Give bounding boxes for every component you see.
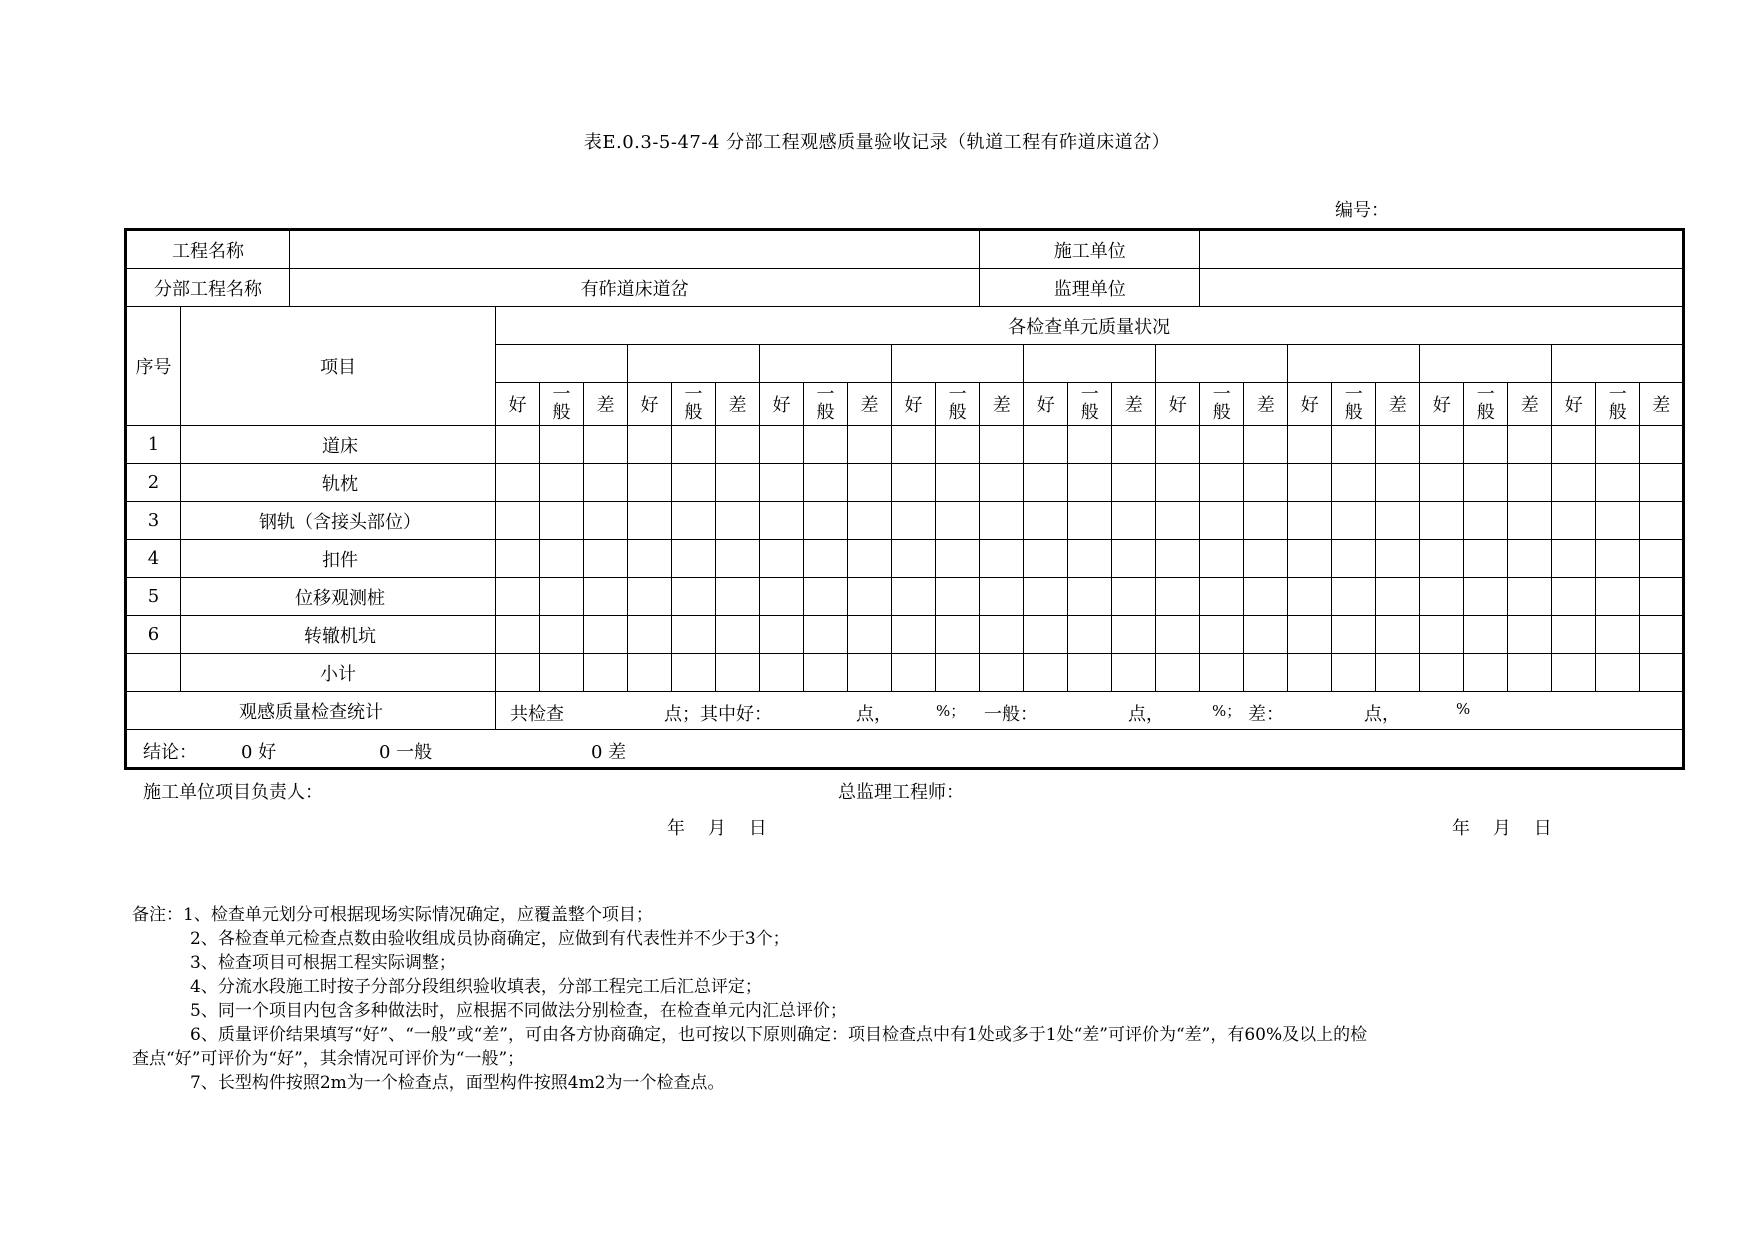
subtotal-cell[interactable] [1464, 654, 1508, 692]
grade-cell[interactable] [848, 426, 892, 464]
grade-cell[interactable] [760, 616, 804, 654]
note-line: 4、分流水段施工时按子分部分段组织验收填表，分部工程完工后汇总评定； [190, 977, 762, 997]
contractor-signer-label: 施工单位项目负责人： [143, 782, 323, 803]
grade-cell[interactable] [1244, 578, 1288, 616]
grade-cell[interactable] [628, 426, 672, 464]
subtotal-label: 小计 [181, 654, 496, 692]
subtotal-cell[interactable] [1508, 654, 1552, 692]
grade-cell[interactable] [540, 426, 584, 464]
subtotal-cell[interactable] [1112, 654, 1156, 692]
grade-cell[interactable] [1596, 502, 1640, 540]
grade-cell[interactable] [1376, 616, 1420, 654]
supervisor-field[interactable] [1200, 269, 1684, 307]
chief-supervisor-label: 总监理工程师： [838, 782, 964, 803]
grade-cell[interactable] [496, 578, 540, 616]
grade-cell[interactable] [1596, 616, 1640, 654]
grade-fair-header: 一 般 [1068, 383, 1112, 426]
stats-fair: 一般： [984, 704, 1038, 725]
grade-cell[interactable] [1596, 578, 1640, 616]
unit-name-cell[interactable] [1552, 345, 1684, 383]
row-item: 扣件 [181, 540, 496, 578]
unit-name-cell[interactable] [1156, 345, 1288, 383]
grade-good-header: 好 [1156, 383, 1200, 426]
stats-pt1: 点， [856, 704, 892, 725]
table-row [126, 502, 1684, 540]
grade-cell[interactable] [584, 616, 628, 654]
notes-section [132, 903, 1622, 1095]
subtotal-cell[interactable] [496, 654, 540, 692]
grade-cell[interactable] [1244, 502, 1288, 540]
grade-cell[interactable] [540, 616, 584, 654]
grade-poor-header: 差 [1508, 383, 1552, 426]
grade-cell[interactable] [1420, 578, 1464, 616]
grade-fair-header: 一 般 [804, 383, 848, 426]
grade-cell[interactable] [1552, 616, 1596, 654]
grade-cell[interactable] [936, 426, 980, 464]
grade-cell[interactable] [892, 616, 936, 654]
grade-cell[interactable] [1552, 578, 1596, 616]
note-line: 7、长型构件按照2m为一个检查点，面型构件按照4m2为一个检查点。 [190, 1073, 725, 1093]
form-title: 表E.0.3-5-47-4 分部工程观感质量验收记录（轨道工程有砟道床道岔） [583, 132, 1171, 153]
grade-cell[interactable] [716, 464, 760, 502]
grade-cell[interactable] [1552, 464, 1596, 502]
grade-cell[interactable] [1068, 502, 1112, 540]
grade-cell[interactable] [1288, 502, 1332, 540]
subtotal-row [126, 654, 1684, 692]
grade-cell[interactable] [1244, 464, 1288, 502]
subtotal-cell[interactable] [1288, 654, 1332, 692]
grade-good-header: 好 [760, 383, 804, 426]
grade-cell[interactable] [1376, 464, 1420, 502]
grade-cell[interactable] [1156, 426, 1200, 464]
row-item: 转辙机坑 [181, 616, 496, 654]
grade-cell[interactable] [1552, 426, 1596, 464]
note-line: 5、同一个项目内包含多种做法时，应根据不同做法分别检查，在检查单元内汇总评价； [190, 1001, 847, 1021]
grade-cell[interactable] [1332, 464, 1376, 502]
grade-fair-header: 一 般 [540, 383, 584, 426]
grade-cell[interactable] [716, 502, 760, 540]
conclusion-poor: 0 差 [591, 742, 627, 763]
grade-cell[interactable] [1640, 616, 1684, 654]
unit-name-cell[interactable] [1024, 345, 1156, 383]
grade-cell[interactable] [804, 426, 848, 464]
grade-cell[interactable] [496, 426, 540, 464]
project-name-field[interactable] [290, 230, 980, 269]
grade-fair-header: 一 般 [1332, 383, 1376, 426]
row-seq: 1 [126, 426, 181, 464]
grade-cell[interactable] [936, 502, 980, 540]
grade-cell[interactable] [804, 578, 848, 616]
grade-poor-header: 差 [1112, 383, 1156, 426]
grade-cell[interactable] [672, 540, 716, 578]
grade-poor-header: 差 [848, 383, 892, 426]
table-row [126, 540, 1684, 578]
stats-pct2: %； [1212, 702, 1242, 720]
grade-cell[interactable] [496, 616, 540, 654]
grade-cell[interactable] [1552, 502, 1596, 540]
grade-cell[interactable] [716, 578, 760, 616]
grade-cell[interactable] [804, 616, 848, 654]
stats-content [496, 692, 1684, 730]
grade-cell[interactable] [1640, 502, 1684, 540]
table-row [126, 464, 1684, 502]
grade-cell[interactable] [1156, 464, 1200, 502]
row-seq: 6 [126, 616, 181, 654]
grade-cell[interactable] [980, 464, 1024, 502]
grade-cell[interactable] [1640, 464, 1684, 502]
subproject-name-label: 分部工程名称 [126, 269, 290, 307]
grade-cell[interactable] [672, 616, 716, 654]
conclusion-label: 结论： [143, 742, 197, 763]
grade-cell[interactable] [936, 616, 980, 654]
conclusion-row [126, 730, 1684, 769]
subtotal-cell[interactable] [1024, 654, 1068, 692]
stats-points-good: 点；其中好： [664, 704, 772, 725]
grade-cell[interactable] [1464, 578, 1508, 616]
note-line: 6、质量评价结果填写“好”、“一般”或“差”，可由各方协商确定，也可按以下原则确定：项目检查点中有1处或多于1处“差”可评价为“差”，有60%及以上的检 [190, 1025, 1368, 1045]
grade-cell[interactable] [716, 540, 760, 578]
grade-poor-header: 差 [1640, 383, 1684, 426]
grade-cell[interactable] [628, 540, 672, 578]
conclusion-good: 0 好 [241, 742, 277, 763]
subtotal-cell[interactable] [760, 654, 804, 692]
grade-cell[interactable] [804, 502, 848, 540]
stats-pt2: 点， [1128, 704, 1164, 725]
grade-cell[interactable] [1508, 616, 1552, 654]
row-seq: 2 [126, 464, 181, 502]
stats-total: 共检查 [510, 704, 564, 725]
grade-cell[interactable] [496, 502, 540, 540]
note-line: 查点“好”可评价为“好”，其余情况可评价为“一般”； [132, 1049, 525, 1069]
grade-cell[interactable] [1112, 616, 1156, 654]
grade-cell[interactable] [1332, 502, 1376, 540]
grade-good-header: 好 [628, 383, 672, 426]
grade-cell[interactable] [1200, 464, 1244, 502]
units-quality-header: 各检查单元质量状况 [496, 307, 1684, 345]
grade-fair-header: 一 般 [672, 383, 716, 426]
subtotal-cell[interactable] [1244, 654, 1288, 692]
grade-poor-header: 差 [1376, 383, 1420, 426]
row-seq: 5 [126, 578, 181, 616]
contractor-field[interactable] [1200, 230, 1684, 269]
note-line: 备注：1、检查单元划分可根据现场实际情况确定，应覆盖整个项目； [132, 905, 653, 925]
grade-cell[interactable] [1288, 464, 1332, 502]
grade-cell[interactable] [672, 426, 716, 464]
subtotal-cell[interactable] [1156, 654, 1200, 692]
grade-cell[interactable] [1024, 616, 1068, 654]
grade-fair-header: 一 般 [936, 383, 980, 426]
grade-cell[interactable] [1024, 426, 1068, 464]
grade-cell[interactable] [760, 502, 804, 540]
grade-cell[interactable] [1024, 464, 1068, 502]
subtotal-seq [126, 654, 181, 692]
grade-cell[interactable] [1288, 616, 1332, 654]
row-item: 轨枕 [181, 464, 496, 502]
subtotal-cell[interactable] [540, 654, 584, 692]
grade-cell[interactable] [1288, 540, 1332, 578]
grade-cell[interactable] [628, 578, 672, 616]
grade-cell[interactable] [1112, 578, 1156, 616]
stats-row [126, 692, 1684, 730]
grade-cell[interactable] [1244, 616, 1288, 654]
grade-good-header: 好 [892, 383, 936, 426]
grade-good-header: 好 [1288, 383, 1332, 426]
grade-cell[interactable] [936, 464, 980, 502]
stats-poor: 差： [1248, 704, 1284, 725]
grade-cell[interactable] [1156, 540, 1200, 578]
grade-cell[interactable] [584, 540, 628, 578]
grade-cell[interactable] [628, 464, 672, 502]
grade-cell[interactable] [1508, 426, 1552, 464]
grade-cell[interactable] [1024, 540, 1068, 578]
grade-cell[interactable] [1640, 540, 1684, 578]
grade-fair-header: 一 般 [1464, 383, 1508, 426]
grade-poor-header: 差 [1244, 383, 1288, 426]
unit-name-cell[interactable] [892, 345, 1024, 383]
subtotal-cell[interactable] [584, 654, 628, 692]
grade-cell[interactable] [980, 502, 1024, 540]
grade-cell[interactable] [1024, 502, 1068, 540]
note-line: 3、检查项目可根据工程实际调整； [190, 953, 456, 973]
seq-header: 序号 [126, 307, 181, 426]
grade-cell[interactable] [1332, 540, 1376, 578]
subtotal-cell[interactable] [1376, 654, 1420, 692]
grade-cell[interactable] [1508, 540, 1552, 578]
grade-poor-header: 差 [980, 383, 1024, 426]
subproject-name-field[interactable]: 有砟道床道岔 [290, 269, 980, 307]
grade-cell[interactable] [1332, 616, 1376, 654]
grade-cell[interactable] [1376, 426, 1420, 464]
grade-cell[interactable] [1464, 502, 1508, 540]
grade-cell[interactable] [672, 502, 716, 540]
grade-poor-header: 差 [584, 383, 628, 426]
subtotal-cell[interactable] [672, 654, 716, 692]
grade-cell[interactable] [1596, 464, 1640, 502]
unit-name-cell[interactable] [1288, 345, 1420, 383]
grade-cell[interactable] [1068, 426, 1112, 464]
grade-cell[interactable] [1332, 578, 1376, 616]
grade-cell[interactable] [540, 578, 584, 616]
stats-pct3: % [1456, 700, 1471, 718]
grade-cell[interactable] [672, 578, 716, 616]
subtotal-cell[interactable] [1596, 654, 1640, 692]
grade-cell[interactable] [1156, 616, 1200, 654]
grade-cell[interactable] [892, 464, 936, 502]
grade-cell[interactable] [892, 502, 936, 540]
row-item: 钢轨（含接头部位） [181, 502, 496, 540]
grade-cell[interactable] [1068, 464, 1112, 502]
grade-cell[interactable] [1420, 426, 1464, 464]
grade-cell[interactable] [1376, 578, 1420, 616]
subtotal-cell[interactable] [1332, 654, 1376, 692]
grade-fair-header: 一 般 [1200, 383, 1244, 426]
grade-cell[interactable] [1200, 426, 1244, 464]
unit-name-cell[interactable] [1420, 345, 1552, 383]
grade-good-header: 好 [1420, 383, 1464, 426]
grade-cell[interactable] [1068, 578, 1112, 616]
grade-cell[interactable] [1288, 578, 1332, 616]
grade-cell[interactable] [1508, 502, 1552, 540]
grade-cell[interactable] [848, 578, 892, 616]
grade-cell[interactable] [1332, 426, 1376, 464]
grade-cell[interactable] [980, 426, 1024, 464]
project-name-label: 工程名称 [126, 230, 290, 269]
grade-cell[interactable] [540, 464, 584, 502]
grade-cell[interactable] [936, 540, 980, 578]
stats-pct1: %； [936, 702, 966, 720]
subtotal-cell[interactable] [936, 654, 980, 692]
unit-name-cell[interactable] [628, 345, 760, 383]
grade-cell[interactable] [892, 426, 936, 464]
subtotal-cell[interactable] [848, 654, 892, 692]
grade-cell[interactable] [1464, 464, 1508, 502]
conclusion-fair: 0 一般 [379, 742, 433, 763]
row-seq: 3 [126, 502, 181, 540]
subtotal-cell[interactable] [1420, 654, 1464, 692]
conclusion-cell [126, 730, 1684, 839]
grade-cell[interactable] [584, 578, 628, 616]
grade-cell[interactable] [1112, 540, 1156, 578]
grade-cell[interactable] [980, 616, 1024, 654]
grade-cell[interactable] [1024, 578, 1068, 616]
grade-cell[interactable] [1508, 464, 1552, 502]
grade-poor-header: 差 [716, 383, 760, 426]
grade-cell[interactable] [848, 464, 892, 502]
stats-pt3: 点， [1364, 704, 1400, 725]
contractor-label: 施工单位 [980, 230, 1200, 269]
table-row [126, 616, 1684, 654]
grade-cell[interactable] [1376, 540, 1420, 578]
grade-cell[interactable] [1552, 540, 1596, 578]
grade-cell[interactable] [1376, 502, 1420, 540]
grade-cell[interactable] [628, 502, 672, 540]
grade-cell[interactable] [760, 464, 804, 502]
grade-cell[interactable] [980, 578, 1024, 616]
grade-cell[interactable] [1508, 578, 1552, 616]
subtotal-cell[interactable] [1640, 654, 1684, 692]
subtotal-cell[interactable] [892, 654, 936, 692]
grade-cell[interactable] [1112, 426, 1156, 464]
grade-cell[interactable] [1200, 540, 1244, 578]
serial-number-label: 编号： [1335, 200, 1389, 221]
row-item: 位移观测桩 [181, 578, 496, 616]
grade-cell[interactable] [1156, 578, 1200, 616]
date-left: 年 月 日 [667, 818, 767, 839]
grade-cell[interactable] [1596, 540, 1640, 578]
grade-cell[interactable] [804, 464, 848, 502]
subtotal-cell[interactable] [1068, 654, 1112, 692]
grade-cell[interactable] [584, 502, 628, 540]
grade-cell[interactable] [540, 502, 584, 540]
grade-cell[interactable] [1156, 502, 1200, 540]
grade-cell[interactable] [1640, 426, 1684, 464]
grade-cell[interactable] [1464, 616, 1508, 654]
row-seq: 4 [126, 540, 181, 578]
grade-cell[interactable] [1068, 616, 1112, 654]
table-row [126, 578, 1684, 616]
grade-cell[interactable] [760, 426, 804, 464]
grade-cell[interactable] [1640, 578, 1684, 616]
grade-cell[interactable] [1244, 540, 1288, 578]
grade-good-header: 好 [1024, 383, 1068, 426]
grade-cell[interactable] [848, 616, 892, 654]
grade-cell[interactable] [672, 464, 716, 502]
subtotal-cell[interactable] [1200, 654, 1244, 692]
grade-cell[interactable] [1200, 502, 1244, 540]
grade-cell[interactable] [1464, 426, 1508, 464]
grade-cell[interactable] [1420, 616, 1464, 654]
grade-cell[interactable] [1112, 464, 1156, 502]
grade-cell[interactable] [848, 502, 892, 540]
grade-cell[interactable] [936, 578, 980, 616]
grade-cell[interactable] [1112, 502, 1156, 540]
grade-cell[interactable] [584, 426, 628, 464]
subtotal-cell[interactable] [1552, 654, 1596, 692]
grade-cell[interactable] [496, 540, 540, 578]
grade-cell[interactable] [584, 464, 628, 502]
supervisor-label: 监理单位 [980, 269, 1200, 307]
grade-good-header: 好 [1552, 383, 1596, 426]
inspection-form-table [124, 228, 1685, 839]
grade-cell[interactable] [496, 464, 540, 502]
grade-cell[interactable] [1200, 616, 1244, 654]
grade-cell[interactable] [1420, 502, 1464, 540]
grade-cell[interactable] [804, 540, 848, 578]
grade-good-header: 好 [496, 383, 540, 426]
grade-cell[interactable] [716, 426, 760, 464]
grade-cell[interactable] [1464, 540, 1508, 578]
subtotal-cell[interactable] [628, 654, 672, 692]
subtotal-cell[interactable] [980, 654, 1024, 692]
grade-cell[interactable] [892, 578, 936, 616]
grade-cell[interactable] [1420, 464, 1464, 502]
grade-cell[interactable] [1200, 578, 1244, 616]
grade-cell[interactable] [1288, 426, 1332, 464]
grade-cell[interactable] [980, 540, 1024, 578]
row-item: 道床 [181, 426, 496, 464]
subtotal-cell[interactable] [804, 654, 848, 692]
grade-cell[interactable] [1596, 426, 1640, 464]
grade-fair-header: 一 般 [1596, 383, 1640, 426]
grade-cell[interactable] [716, 616, 760, 654]
stats-label: 观感质量检查统计 [126, 692, 496, 730]
item-header: 项目 [181, 307, 496, 426]
unit-name-cell[interactable] [760, 345, 892, 383]
grade-cell[interactable] [540, 540, 584, 578]
subtotal-cell[interactable] [716, 654, 760, 692]
grade-cell[interactable] [760, 578, 804, 616]
grade-cell[interactable] [628, 616, 672, 654]
grade-cell[interactable] [1068, 540, 1112, 578]
grade-cell[interactable] [1420, 540, 1464, 578]
grade-cell[interactable] [892, 540, 936, 578]
note-line: 2、各检查单元检查点数由验收组成员协商确定，应做到有代表性并不少于3个； [190, 929, 790, 949]
grade-cell[interactable] [848, 540, 892, 578]
table-row [126, 426, 1684, 464]
grade-cell[interactable] [1244, 426, 1288, 464]
grade-cell[interactable] [760, 540, 804, 578]
date-right: 年 月 日 [1452, 818, 1552, 839]
unit-name-cell[interactable] [496, 345, 628, 383]
